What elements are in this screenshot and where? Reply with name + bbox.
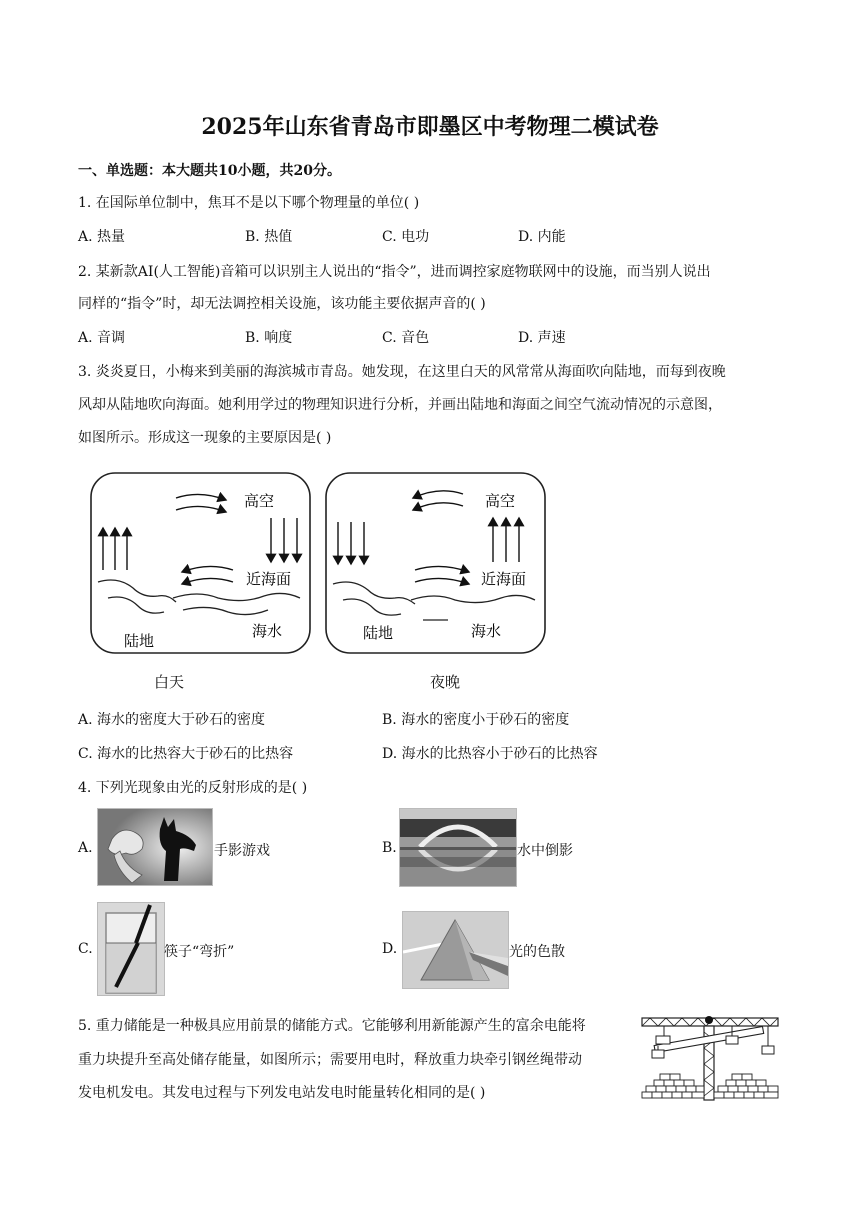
bent-chopstick-image [97,902,165,996]
night-upper-label: 高空 [485,492,516,510]
question-3-line-2: 风却从陆地吹向海面。她利用学过的物理知识进行分析，并画出陆地和海面之间空气流动情况的示意图， [78,397,722,413]
question-2-line-2: 同样的“指令”时，却无法调控相关设施，该功能主要依据声音的( ) [78,296,486,312]
question-3-line-1: 3. 炎炎夏日，小梅来到美丽的海滨城市青岛。她发现，在这里白天的风常常从海面吹向陆地，而每到夜晚 [78,364,726,380]
q1-option-b[interactable]: B. 热值 [245,229,293,245]
night-near-sea-label: 近海面 [481,570,527,588]
gravity-storage-crane-diagram [638,1012,782,1102]
q3-option-c[interactable]: C. 海水的比热容大于砂石的比热容 [78,746,294,762]
q4-option-b-caption: 水中倒影 [517,843,573,859]
question-5-line-2: 重力块提升至高处储存能量，如图所示；需要用电时，释放重力块牵引钢丝绳带动 [78,1052,582,1068]
q1-option-c[interactable]: C. 电功 [382,229,430,245]
q4-option-b-letter[interactable]: B. [382,840,397,856]
section-heading: 一、单选题：本大题共10小题，共20分。 [78,163,341,179]
question-5-line-3: 发电机发电。其发电过程与下列发电站发电时能量转化相同的是( ) [78,1085,486,1101]
question-1-stem: 1. 在国际单位制中，焦耳不是以下哪个物理量的单位( ) [78,195,420,211]
day-wind-diagram [88,470,313,656]
day-land-label: 陆地 [124,632,155,650]
question-2-line-1: 2. 某新款AI(人工智能)音箱可以识别主人说出的“指令”，进而调控家庭物联网中的设施，而当别人说出 [78,264,711,280]
q1-option-d[interactable]: D. 内能 [518,229,566,245]
q3-option-a[interactable]: A. 海水的密度大于砂石的密度 [78,712,266,728]
q4-option-c-letter[interactable]: C. [78,941,93,957]
question-3-line-3: 如图所示。形成这一现象的主要原因是( ) [78,430,332,446]
night-sea-label: 海水 [471,622,502,640]
shadow-puppet-image [97,808,213,886]
q3-option-b[interactable]: B. 海水的密度小于砂石的密度 [382,712,570,728]
day-upper-label: 高空 [244,492,275,510]
q4-option-a-caption: 手影游戏 [214,843,270,859]
q2-option-d[interactable]: D. 声速 [518,330,566,346]
q2-option-c[interactable]: C. 音色 [382,330,430,346]
page-title: 2025年山东省青岛市即墨区中考物理二模试卷 [201,114,659,140]
q1-option-a[interactable]: A. 热量 [78,229,126,245]
question-4-stem: 4. 下列光现象由光的反射形成的是( ) [78,780,308,796]
night-caption: 夜晚 [430,673,461,691]
night-land-label: 陆地 [363,624,394,642]
q4-option-d-caption: 光的色散 [509,944,565,960]
day-sea-label: 海水 [252,622,283,640]
night-wind-diagram [323,470,548,656]
q2-option-a[interactable]: A. 音调 [78,330,126,346]
q4-option-c-caption: 筷子“弯折” [164,944,235,960]
bridge-reflection-image [399,808,517,887]
day-caption: 白天 [154,673,185,691]
q4-option-d-letter[interactable]: D. [382,941,398,957]
q2-option-b[interactable]: B. 响度 [245,330,293,346]
day-near-sea-label: 近海面 [246,570,292,588]
q3-option-d[interactable]: D. 海水的比热容小于砂石的比热容 [382,746,598,762]
prism-dispersion-image [402,911,509,989]
question-5-line-1: 5. 重力储能是一种极具应用前景的储能方式。它能够利用新能源产生的富余电能将 [78,1018,586,1034]
q4-option-a-letter[interactable]: A. [78,840,93,856]
